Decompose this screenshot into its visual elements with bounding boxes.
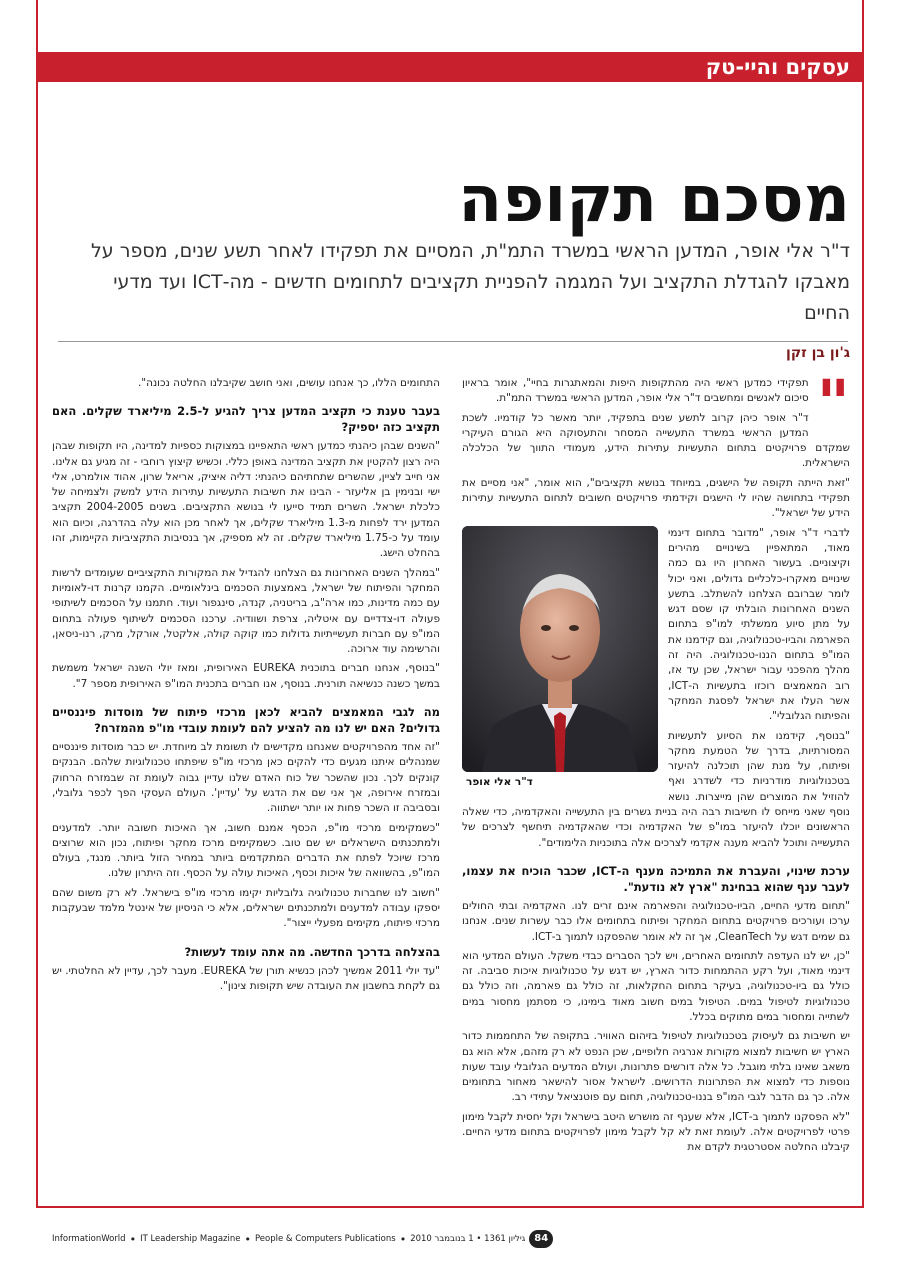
interview-question: בהצלחה בדרכך החדשה. מה אתה עומד לעשות?	[184, 944, 440, 959]
page-footer	[52, 1230, 553, 1248]
body-paragraph: "כשמקימים מרכזי מו"פ, הכסף אמנם חשוב, אך האיכות חשובה יותר. למדענים ולמתכנתים הישראלים יש שם טוב. כשמקימים מרכז מחקר ופיתוח, נכון הוא שרוצים מרכז שיוכל לפתח את הדברים המתקדמים ביותר במחיר הזול ביותר. מנגד, בעולם המו"פ, בהשוואה של איכות וכסף, האיכות עולה על הכסף. וזה היתרון שלנו.	[52, 821, 440, 880]
interview-question: ערכת שינוי, והעברת את התמיכה מענף ה-ICT, שכבר הוכיח את עצמו, לעבר ענף שהוא בבחינת "ארץ לא נודעת".	[462, 863, 850, 894]
body-paragraph: "זה אחד מהפרויקטים שאנחנו מקדישים לו תשומת לב מיוחדת. יש כבר מוסדות פיננסיים שמנהלים איתנו מגעים כדי להקים כאן מרכזי מו"פ שיפתחו טכנולוגיות שלהם. הבנקים קונקים לכך. נכון שהשכר של כוח האדם שלנו עדיין גבוה לעומת זה שבמזרח הרחוק ובמזרח אירופה, אך אני שם את הדגש על 'עדיין'. העולם העסקי הפך לכפר גלובלי, ובסביבה זו השכר פחות או יותר ישתווה.	[52, 741, 440, 815]
body-paragraph: לדברי ד"ר אופר, "מדובר בתחום דינמי מאוד, המתאפיין בשינויים מהירים וקיצוניים. בעשור האחרון היו גם כמה שינויים מאקרו-כלכליים גדולים, ואני יכול לומר שברובם הצלחנו להשתלב. בתשע השנים האחרונות הובלתי קו שסם דגש על מתן סיוע ממשלתי למו"פ בתחום הפארמה והביו-טכנולוגיה, וגם קידמנו את המו"פ בתחום הננו-טכנולוגיה. היה זה מהלך מהפכני עבור ישראל, שכן עד אז, רוב המאמצים רוכזו בתעשיות ה-ICT, אשר העלו את ישראל לפסגת המחקר והפיתוח הגלובלי".	[668, 526, 850, 723]
article-column-right	[462, 366, 850, 1160]
body-paragraph: "בנוסף, אנחנו חברים בתוכנית EUREKA האירופית, ומאז יולי השנה ישראל משמשת במשך כשנה כנשיאה תורנית. בנוסף, אנו חברים בתכנית המו"פ האירופית מספר 7".	[52, 662, 440, 690]
interview-question: בעבר טענת כי תקציב המדען צריך להגיע ל-2.5 מיליארד שקלים. האם תקציב כזה יספיק?	[52, 404, 441, 435]
byline: ג'ון בן זקן	[786, 345, 850, 361]
article-subheadline: ד"ר אלי אופר, המדען הראשי במשרד התמ"ת, המסיים את תפקידו לאחר תשע שנים, מספר על מאבקו להגדלת התקציב ועל המגמה להפניית תקציבים לתחומים חדשים - מה-ICT ועד מדעי החיים	[90, 240, 850, 324]
section-label: עסקים והיי-טק	[705, 55, 850, 79]
portrait-illustration	[462, 526, 658, 772]
body-paragraph: "לא הפסקנו לתמוך ב-ICT, אלא שענף זה מושרש היטב בישראל וקל יחסית לקבל מימון פרטי לפרויקטים אלה. לעומת זאת לא קל לקבל מימון לפרויקטים בתחום מדעי החיים. קיבלנו החלטה אסטרטגית לקדם את	[462, 1110, 850, 1154]
body-paragraph: ד"ר אופר כיהן קרוב לתשע שנים בתפקיד, יותר מאשר כל קודמיו. לשכת המדען הראשי במשרד התעשייה המסחר והתעסוקה היא הגורם העיקרי שמקדם פרויקטים בתחום התעשיות עתירות הידע, מעמודי התווך של הכלכלה הישראלית.	[462, 411, 850, 470]
footer-separator: •	[399, 1232, 407, 1246]
article-headline: מסכם תקופה	[458, 163, 850, 237]
footer-issue: גיליון 1361 • 1 בנובמבר 2010	[410, 1234, 526, 1244]
footer-separator: •	[244, 1232, 251, 1246]
page-number: 84	[529, 1230, 553, 1248]
article-column-left	[52, 376, 440, 998]
portrait-figure	[462, 526, 658, 788]
body-paragraph: "זאת הייתה תקופה של הישגים, במיוחד בנושא תקציבים", הוא אומר, "אני מסיים את תפקידי בתחושה שהיו לי הישגים וקידמתי פרויקטים חשובים לתחום התעשיות עתירות הידע של ישראל".	[462, 476, 850, 520]
body-paragraph: "חשוב לנו שחברות טכנולוגיה גלובליות יקימו מרכזי מו"פ בישראל. לא רק משום שהם יספקו עבודה למדענים ולמתכנתים ישראלים, אלא כי הניסיון של אינטל מלמד שבעקבות מרכזי פיתוח, מקימים מפעלי ייצור".	[52, 886, 440, 930]
body-paragraph: יש חשיבות גם לעיסוק בטכנולוגיות לטיפול בזיהום האוויר. בתקופה של התחממות כדור הארץ יש חשיבות למצוא מקורות אנרגיה חלופיים, שכן הנפט לא רק מזהם, אלא הוא גם משאב שאינו בלתי מוגבל. כל אלה דורשים פתרונות, ועולם המדעים הגלובלי עובד שעות נוספות כדי למצוא את הפתרונות הדרושים. לישראל אסור להישאר מאחור בתחומים אלה. כך גם הדבר לגבי המו"פ בננו-טכנולוגיה, תחום עם פוטנציאל עתידי רב.	[462, 1030, 850, 1104]
quote-mark-icon: "	[816, 366, 850, 441]
footer-publication: People & Computers Publications	[254, 1234, 396, 1244]
body-paragraph: "עד יולי 2011 אמשיך לכהן כנשיא תורן של EUREKA. מעבר לכך, עדיין לא החלטתי. יש גם לקחת בחשבון את העובדה שיש תקופות צינון".	[52, 964, 440, 992]
body-paragraph: "בנוסף, קידמנו את הסיוע לתעשיות המסורתיות, בדרך של הטמעת מחקר ופיתוח, על מנת שהן תוכלנה להיעזר בטכנולוגיות מודרניות כדי לשדרג ואף להוזיל את המוצרים שהן מייצרות. נושא נוסף שאני מייחס לו חשיבות רבה היה בניית גשרים בין התעשייה והאקדמיה, כדי שאלה הראשונים יוכלו להיעזר במו"פ של האקדמיה וכדי שהאקדמיה תיחשף לצרכים של התעשייה ותוכל להביא מענה אקדמי לצרכים אלה בתוכניות הלימודים".	[462, 729, 850, 849]
body-paragraph: "תחום מדעי החיים, הביו-טכנולוגיה והפארמה אינם זרים לנו. האקדמיה ובתי החולים ערכו ועורכים פרויקטים בתחום המחקר ופיתוח בתחומים אלו כבר עשרות שנים. אנחנו גם שמים דגש על CleanTech, אך זה לא אומר שהפסקנו לתמוך ב-ICT.	[462, 899, 850, 943]
portrait-caption: ד"ר אלי אופר	[466, 775, 533, 788]
portrait-photo	[462, 526, 658, 772]
body-paragraph: תפקידי כמדען ראשי היה מהתקופות היפות והמאתגרות בחיי", אומר בראיון סיכום לאנשים ומחשבים ד"ר אלי אופר, המדען הראשי במשרד התמ"ת.	[462, 377, 809, 405]
body-paragraph: "במהלך השנים האחרונות גם הצלחנו להגדיל את המקורות התקציביים שעומדים לרשות המחקר והפיתוח של ישראל, באמצעות הסכמים בינלאומיים. הקמנו קרנות דו-לאומיות עם כמה מדינות, כמו ארה"ב, בריטניה, קנדה, סינגפור ועוד. חתמנו על הסכמים לשיתופי פעולה דו-צדדיים עם איטליה, צרפת ושוודיה. ערכנו הסכמים לשיתוף פעולה בתחום המו"פ עם חברות תעשייתיות גדולות כמו קוקה קולה, אלקטל, אורקל, מרק, רנו-ניסאן, והרשימה עוד ארוכה.	[52, 566, 440, 656]
body-paragraph: "כן, יש לנו העדפה לתחומים האחרים, ויש לכך הסברים כבדי משקל. העולם המדעי הוא דינמי מאוד, ועל רקע ההתמחות כדור הארץ, יש דגש על טכנולוגיות איכות סביבה. זה כולל גם ביו-טכנולוגיה, בעיקר בתחום החקלאות, זה כולל גם פארמה, וזה כולל גם טכנולוגיות לטיפול במים. הטיפול במים חשוב מאוד בימינו, כי מסתמן מחסור במים לשתייה ומחסור במים מתוקים בכלל.	[462, 949, 850, 1023]
footer-separator: •	[129, 1232, 137, 1246]
footer-publication: IT Leadership Magazine	[140, 1234, 241, 1244]
byline-divider	[58, 341, 848, 342]
body-paragraph: "השנים שבהן כיהנתי כמדען ראשי התאפיינו במצוקות כספיות למדינה, היו תקופות שבהן היה רצון להקטין את תקציב המדינה באופן כללי. וכשיש קיצוץ רוחבי - זה מגיע גם אלינו. אני חייב לציין, שהשרים שתחתיהם כיהנתי: דליה איציק, אריאל שרון, אהוד אולמרט, אלי ישי ובנימין בן אליעזר - הבינו את חשיבות התעשיות עתירות הידע למשק ולצמיחה של כלכלת ישראל. השרים תמיד סייעו לי בנושא התקציבים. בשנים 2004-2005 תקציב המדען ירד לפחות מ-1.3 מיליארד שקלים, אך לאחר מכן הוא עלה בהדרגה, וכיום הוא עומד על כ-1.75 מיליארד שקלים. זה לא מספיק, אך בנסיבות התקציביות הקיימות, זהו בהחלט הישג.	[52, 440, 440, 560]
footer-publication: InformationWorld	[52, 1234, 126, 1244]
interview-question: מה לגבי המאמצים להביא לכאן מרכזי פיתוח של מוסדות פיננסיים גדולים? האם יש לנו מה להציע להם לעומת עובדי מו"פ מהמזרח?	[52, 705, 440, 736]
body-paragraph: התחומים הללו, כך אנחנו עושים, ואני חושב שקיבלנו החלטה נכונה".	[137, 377, 440, 389]
